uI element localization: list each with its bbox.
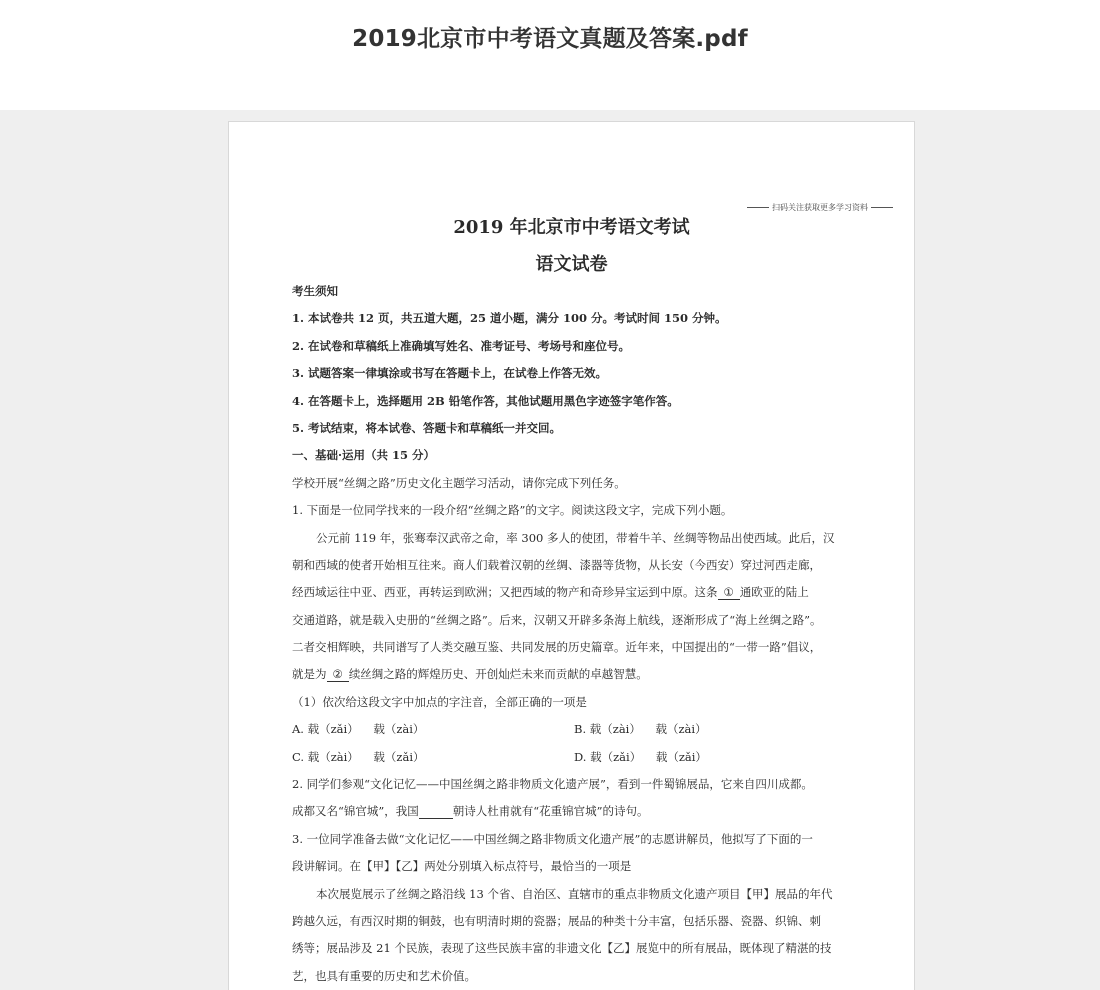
option-d: D. 载（zǎi） 载（zǎi） (574, 749, 707, 764)
notice-item: 4. 在答题卡上，选择题用 2B 铅笔作答，其他试题用黑色字迹签字笔作答。 (292, 393, 679, 408)
question-2: 2. 同学们参观“文化记忆——中国丝绸之路非物质文化遗产展”，看到一件蜀锦展品，它来自四川成都。 (292, 777, 813, 792)
question-3-line: 段讲解词。在【甲】【乙】两处分别填入标点符号，最恰当的一项是 (292, 859, 632, 874)
page-body (292, 278, 858, 990)
passage-line: 绣等；展品涉及 21 个民族，表现了这些民族丰富的非遗文化【乙】展览中的所有展品，既体现了精湛的技 (292, 941, 832, 956)
notice-item: 1. 本试卷共 12 页，共五道大题，25 道小题，满分 100 分。考试时间 150 分钟。 (292, 311, 727, 326)
blank-1: ① (718, 585, 740, 600)
passage-line: 艺，也具有重要的历史和艺术价值。 (292, 968, 476, 983)
options-row (292, 744, 858, 771)
exam-subtitle: 语文试卷 (535, 254, 608, 275)
document-title: 2019北京市中考语文真题及答案.pdf (352, 26, 748, 52)
option-a: A. 载（zǎi） 载（zài） (292, 722, 425, 737)
blank-3 (419, 804, 453, 819)
option-b: B. 载（zài） 载（zài） (574, 722, 707, 737)
options-row (292, 716, 858, 743)
scan-note: 扫码关注获取更多学习资料 (744, 202, 896, 213)
passage-line: 经西域运往中亚、西亚，再转运到欧洲；又把西域的物产和奇珍异宝运到中原。这条 ① 通欧亚的陆上 (292, 585, 809, 600)
passage-line: 二者交相辉映，共同谱写了人类交融互鉴、共同发展的历史篇章。近年来，中国提出的“一带一路”倡议， (292, 640, 822, 655)
pdf-viewer[interactable] (0, 110, 1100, 990)
question-1-1: （1）依次给这段文字中加点的字注音，全部正确的一项是 (292, 694, 587, 709)
title-bar (0, 0, 1100, 110)
blank-2: ② (327, 667, 349, 682)
passage-line: 公元前 119 年，张骞奉汉武帝之命，率 300 多人的使团，带着牛羊、丝绸等物品出使西域。此后，汉 (316, 530, 835, 545)
option-c: C. 载（zài） 载（zǎi） (292, 749, 425, 764)
intro-text: 学校开展“丝绸之路”历史文化主题学习活动，请你完成下列任务。 (292, 475, 626, 490)
question-1: 1. 下面是一位同学找来的一段介绍“丝绸之路”的文字。阅读这段文字，完成下列小题。 (292, 503, 733, 518)
question-2-line: 成都又名“锦官城”，我国 朝诗人杜甫就有“花重锦官城”的诗句。 (292, 804, 649, 819)
passage-line: 跨越久远，有西汉时期的铜鼓，也有明清时期的瓷器；展品的种类十分丰富，包括乐器、瓷器、织锦、刺 (292, 913, 821, 928)
notice-item: 2. 在试卷和草稿纸上准确填写姓名、准考证号、考场号和座位号。 (292, 338, 631, 353)
notice-item: 3. 试题答案一律填涂或书写在答题卡上，在试卷上作答无效。 (292, 366, 608, 381)
exam-title: 2019 年北京市中考语文考试 (453, 217, 690, 238)
pdf-page (228, 121, 915, 990)
section-heading: 一、基础·运用（共 15 分） (292, 448, 436, 463)
passage-line: 朝和西域的使者开始相互往来。商人们载着汉朝的丝绸、漆器等货物，从长安（今西安）穿过河西走廊， (292, 557, 821, 572)
passage-line: 就是为 ② 续丝绸之路的辉煌历史、开创灿烂未来而贡献的卓越智慧。 (292, 667, 648, 682)
passage-line: 交通道路，就是载入史册的“丝绸之路”。后来，汉朝又开辟多条海上航线，逐渐形成了“海上丝绸之路”。 (292, 612, 822, 627)
question-3: 3. 一位同学准备去做“文化记忆——中国丝绸之路非物质文化遗产展”的志愿讲解员，他拟写了下面的一 (292, 831, 813, 846)
notice-item: 5. 考试结束，将本试卷、答题卡和草稿纸一并交回。 (292, 420, 562, 435)
notice-heading: 考生须知 (292, 284, 338, 298)
passage-line: 本次展览展示了丝绸之路沿线 13 个省、自治区、直辖市的重点非物质文化遗产项目【甲】展品的年代 (316, 886, 833, 901)
